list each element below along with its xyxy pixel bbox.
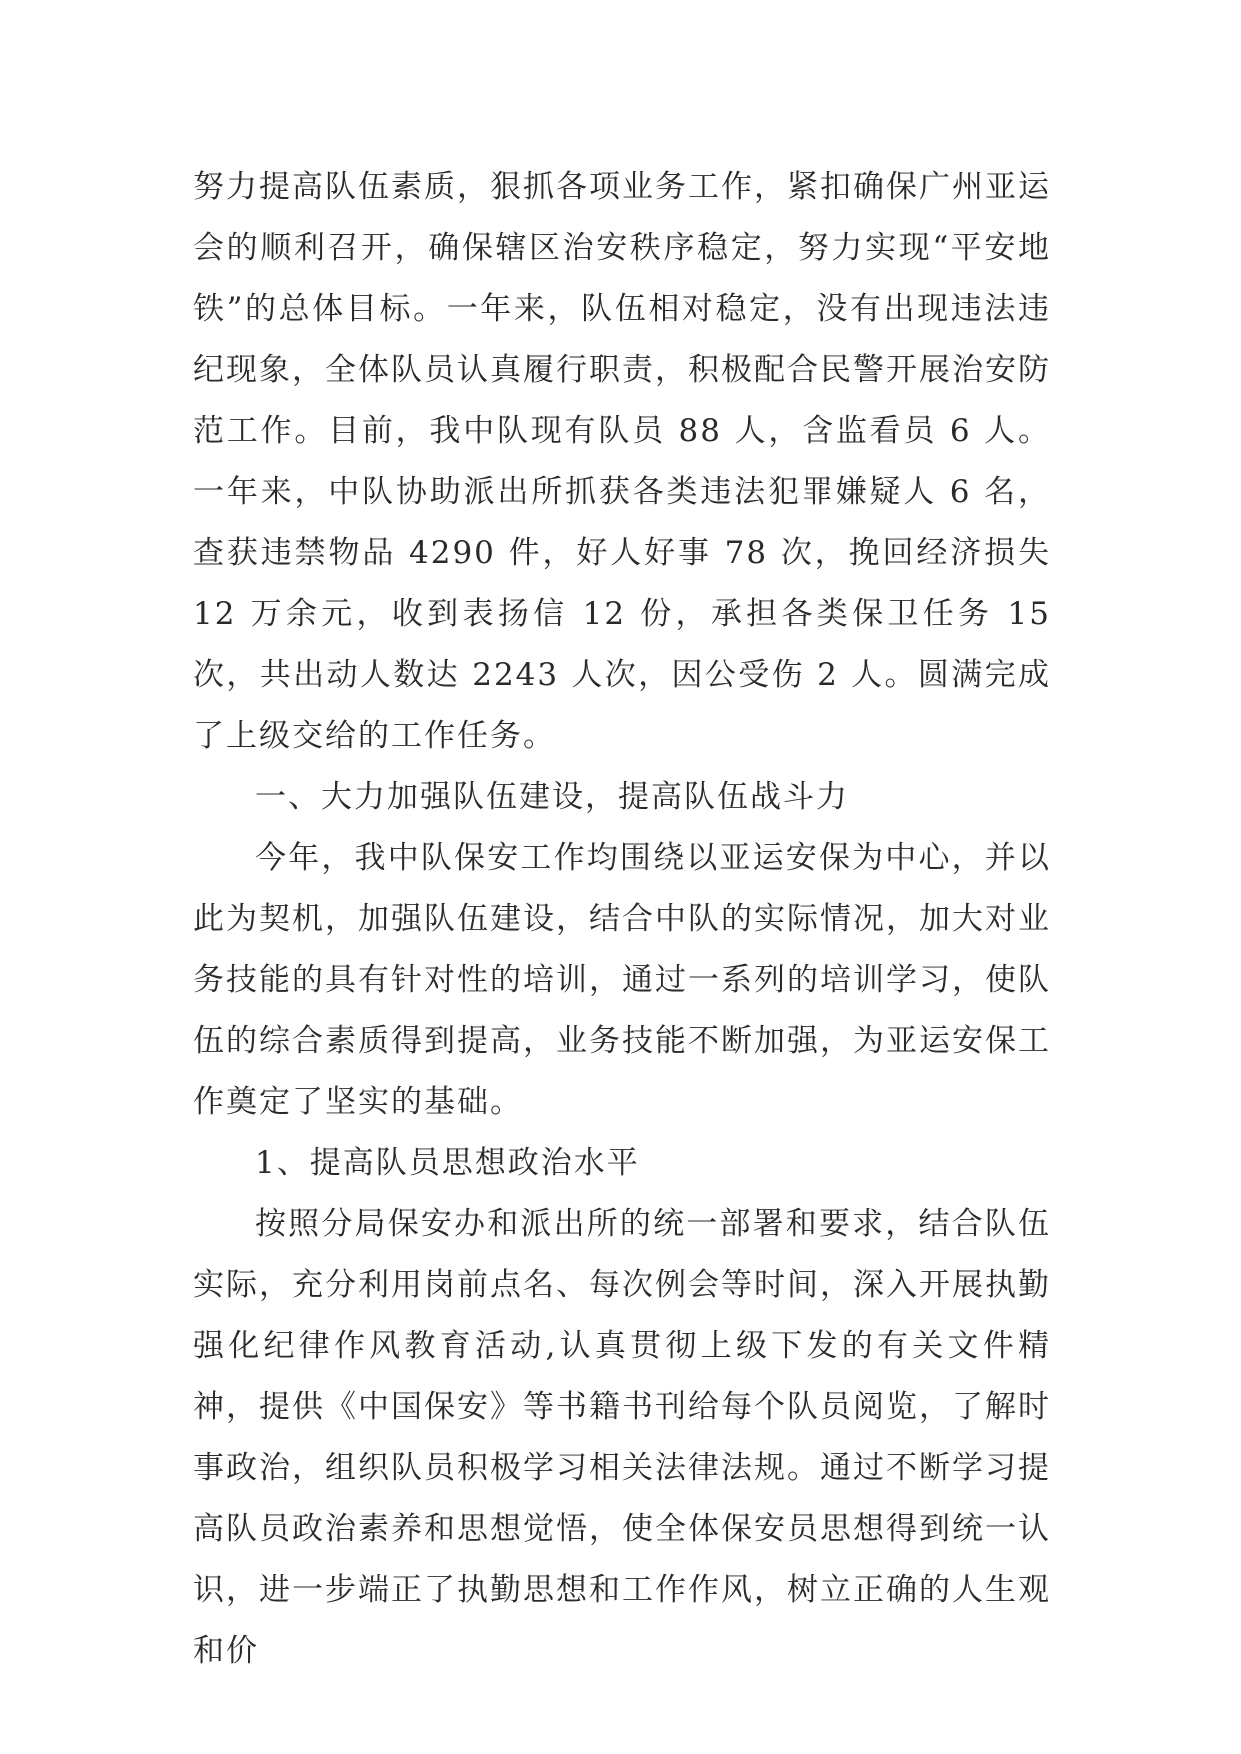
paragraph-team-building: 今年，我中队保安工作均围绕以亚运安保为中心，并以此为契机，加强队伍建设，结合中队的实际情况，加大对业务技能的具有针对性的培训，通过一系列的培训学习，使队伍的综合素质得到提高，业务技能不断加强，为亚运安保工作奠定了坚实的基础。 <box>193 840 1051 1120</box>
section-heading-1: 一、大力加强队伍建设，提高队伍战斗力 <box>255 779 849 815</box>
paragraph-political-level: 按照分局保安办和派出所的统一部署和要求，结合队伍实际，充分利用岗前点名、每次例会等时间，深入开展执勤强化纪律作风教育活动,认真贯彻上级下发的有关文件精神，提供《中国保安》等书籍书刊给每个队员阅览，了解时事政治，组织队员积极学习相关法律法规。通过不断学习提高队员政治素养和思想觉悟，使全体保安员思想得到统一认识，进一步端正了执勤思想和工作作风，树立正确的人生观和价 <box>193 1206 1051 1669</box>
paragraph-intro: 努力提高队伍素质，狠抓各项业务工作，紧扣确保广州亚运会的顺利召开，确保辖区治安秩序稳定，努力实现“平安地铁”的总体目标。一年来，队伍相对稳定，没有出现违法违纪现象，全体队员认真履行职责，积极配合民警开展治安防范工作。目前，我中队现有队员 88 人，含监看员 6 人。一年来，中队协助派出所抓获各类违法犯罪嫌疑人 6 名，查获违禁物品 4290 件，好人好事 78 次，挽回经济损失 12 万余元，收到表扬信 12 份，承担各类保卫任务 15 次，共出动人数达 2243 人次，因公受伤 2 人。圆满完成了上级交给的工作任务。 <box>193 169 1051 754</box>
subsection-heading-1: 1、提高队员思想政治水平 <box>255 1145 640 1181</box>
document-page <box>193 157 1051 1682</box>
